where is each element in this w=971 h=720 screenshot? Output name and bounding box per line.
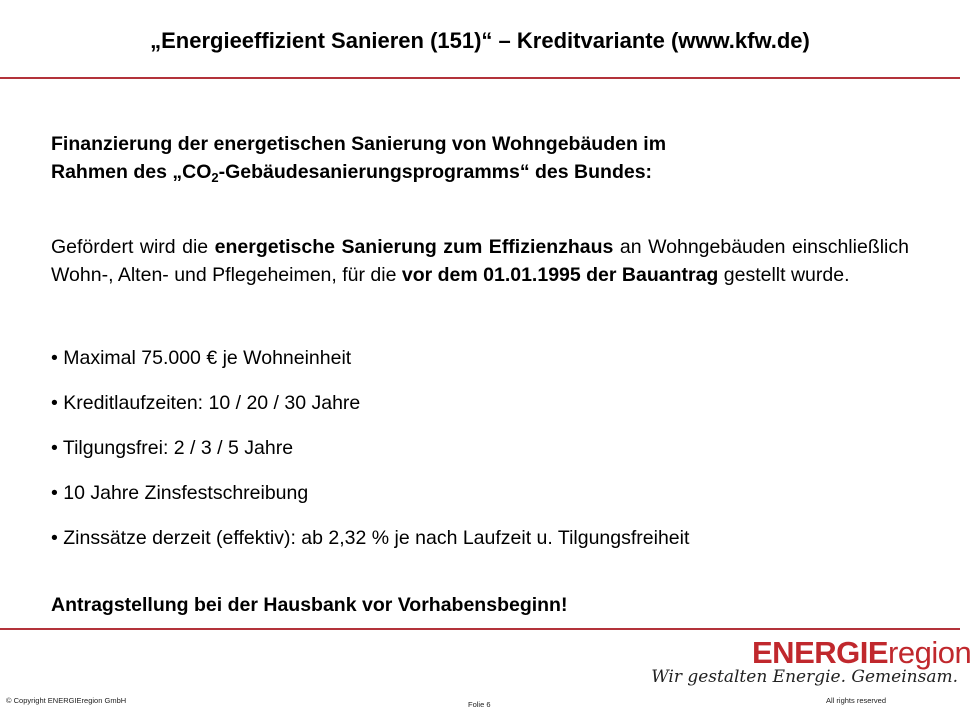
intro-line-2-start: Rahmen des „CO [51, 161, 212, 183]
funding-description [51, 233, 909, 289]
list-item: • Tilgungsfrei: 2 / 3 / 5 Jahre [51, 437, 294, 459]
intro-line-1: Finanzierung der energetischen Sanierung von Wohngebäuden im [51, 133, 667, 155]
logo-light: region [888, 635, 971, 670]
para-text-2: an Wohngebäuden einschließlich Wohn-, Alten- und Pflegeheimen, für die [51, 236, 909, 286]
slide-number: Folie 6 [468, 700, 491, 709]
para-text-1: Gefördert wird die [51, 236, 215, 258]
slide-title: „Energieeffizient Sanieren (151)“ – Kreditvariante (www.kfw.de) [150, 28, 810, 53]
conditions-list [51, 344, 921, 569]
logo-tagline: Wir gestalten Energie. Gemeinsam. [651, 667, 958, 687]
copyright-notice: © Copyright ENERGIEregion GmbH [6, 696, 127, 705]
intro-line-2-end: -Gebäudesanierungsprogramms“ des Bundes: [218, 161, 653, 183]
bottom-divider [0, 628, 960, 630]
para-text-3: gestellt wurde. [718, 264, 850, 286]
list-item: • Maximal 75.000 € je Wohneinheit [51, 347, 352, 369]
list-item: • Zinssätze derzeit (effektiv): ab 2,32 % je nach Laufzeit u. Tilgungsfreiheit [51, 527, 690, 549]
rights-notice: All rights reserved [826, 696, 887, 705]
closing-note: Antragstellung bei der Hausbank vor Vorhabensbeginn! [51, 594, 568, 616]
top-divider [0, 77, 960, 79]
energieregion-logo [752, 635, 971, 670]
logo-bold: ENERGIE [752, 635, 889, 670]
list-item: • Kreditlaufzeiten: 10 / 20 / 30 Jahre [51, 392, 361, 414]
list-item: • 10 Jahre Zinsfestschreibung [51, 482, 309, 504]
para-bold-2: vor dem 01.01.1995 der Bauantrag [401, 264, 719, 286]
para-bold-1: energetische Sanierung zum Effizienzhaus [214, 236, 614, 258]
intro-heading [51, 130, 911, 186]
co2-subscript: 2 [211, 170, 219, 185]
